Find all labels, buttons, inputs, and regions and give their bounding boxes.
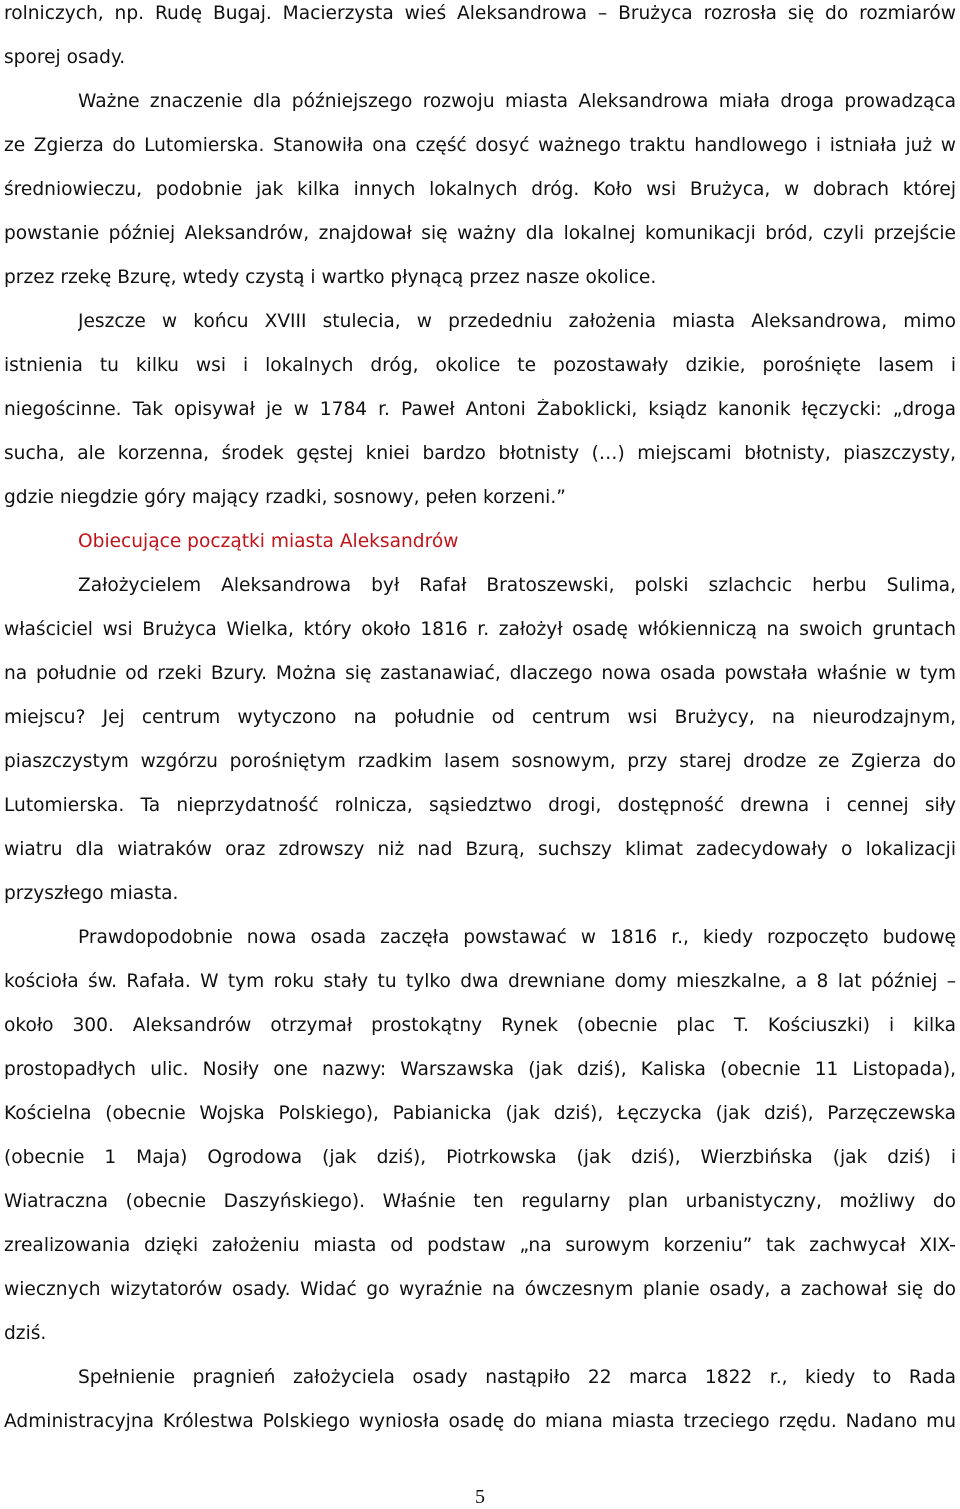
text-line: Spełnienie pragnień założyciela osady nastąpiło 22 marca 1822 r., kiedy to Rada <box>78 1367 956 1388</box>
text-line: prostopadłych ulic. Nosiły one nazwy: Warszawska (jak dziś), Kaliska (obecnie 11 Listopada), <box>4 1059 956 1080</box>
text-line: zrealizowania dzięki założeniu miasta od podstaw „na surowym korzeniu” tak zachwycał XIX- <box>4 1235 956 1256</box>
text-line: właściciel wsi Brużyca Wielka, który około 1816 r. założył osadę włókienniczą na swoich gruntach <box>4 619 956 640</box>
text-line: Założycielem Aleksandrowa był Rafał Bratoszewski, polski szlachcic herbu Sulima, <box>78 575 956 596</box>
text-line: sucha, ale korzenna, środek gęstej kniei bardzo błotnisty (…) miejscami błotnisty, piaszczysty, <box>4 443 956 464</box>
text-line: miejscu? Jej centrum wytyczono na południe od centrum wsi Brużycy, na nieurodzajnym, <box>4 707 956 728</box>
text-line: Jeszcze w końcu XVIII stulecia, w przededniu założenia miasta Aleksandrowa, mimo <box>78 311 956 332</box>
text-line: powstanie później Aleksandrów, znajdował się ważny dla lokalnej komunikacji bród, czyli przejście <box>4 223 956 244</box>
text-line: Ważne znaczenie dla późniejszego rozwoju miasta Aleksandrowa miała droga prowadząca <box>78 91 956 112</box>
text-line: kościoła św. Rafała. W tym roku stały tu tylko dwa drewniane domy mieszkalne, a 8 lat później – <box>4 971 956 992</box>
text-line: około 300. Aleksandrów otrzymał prostokątny Rynek (obecnie plac T. Kościuszki) i kilka <box>4 1015 956 1036</box>
text-line: przyszłego miasta. <box>4 883 179 904</box>
text-line: gdzie niegdzie góry mający rzadki, sosnowy, pełen korzeni.” <box>4 487 566 508</box>
text-line: Kościelna (obecnie Wojska Polskiego), Pabianicka (jak dziś), Łęczycka (jak dziś), Parzęczewska <box>4 1103 956 1124</box>
text-line: niegościnne. Tak opisywał je w 1784 r. Paweł Antoni Żaboklicki, ksiądz kanonik łęczycki: „droga <box>4 399 956 420</box>
text-line: (obecnie 1 Maja) Ogrodowa (jak dziś), Piotrkowska (jak dziś), Wierzbińska (jak dziś) i <box>4 1147 956 1168</box>
text-line: przez rzekę Bzurę, wtedy czystą i wartko płynącą przez nasze okolice. <box>4 267 657 288</box>
text-line: Prawdopodobnie nowa osada zaczęła powstawać w 1816 r., kiedy rozpoczęto budowę <box>78 927 956 948</box>
text-line: wiatru dla wiatraków oraz zdrowszy niż nad Bzurą, suchszy klimat zadecydowały o lokalizacji <box>4 839 956 860</box>
text-line: rolniczych, np. Rudę Bugaj. Macierzysta wieś Aleksandrowa – Brużyca rozrosła się do rozmiarów <box>4 3 956 24</box>
text-line: ze Zgierza do Lutomierska. Stanowiła ona część dosyć ważnego traktu handlowego i istniała już w <box>4 135 956 156</box>
text-line: sporej osady. <box>4 47 126 68</box>
text-line: średniowieczu, podobnie jak kilka innych lokalnych dróg. Koło wsi Brużyca, w dobrach której <box>4 179 956 200</box>
text-line: wiecznych wizytatorów osady. Widać go wyraźnie na ówczesnym planie osady, a zachował się do <box>4 1279 956 1300</box>
text-line: na południe od rzeki Bzury. Można się zastanawiać, dlaczego nowa osada powstała właśnie w tym <box>4 663 956 684</box>
text-line: Wiatraczna (obecnie Daszyńskiego). Właśnie ten regularny plan urbanistyczny, możliwy do <box>4 1191 956 1212</box>
text-line: Administracyjna Królestwa Polskiego wyniosła osadę do miana miasta trzeciego rzędu. Nadano mu <box>4 1411 956 1432</box>
page-number: 5 <box>475 1486 485 1508</box>
text-line: Lutomierska. Ta nieprzydatność rolnicza, sąsiedztwo drogi, dostępność drewna i cennej siły <box>4 795 956 816</box>
section-heading: Obiecujące początki miasta Aleksandrów <box>78 531 459 552</box>
text-line: dziś. <box>4 1323 47 1344</box>
text-line: istnienia tu kilku wsi i lokalnych dróg, okolice te pozostawały dzikie, porośnięte lasem i <box>4 355 956 376</box>
text-line: piaszczystym wzgórzu porośniętym rzadkim lasem sosnowym, przy starej drodze ze Zgierza do <box>4 751 956 772</box>
